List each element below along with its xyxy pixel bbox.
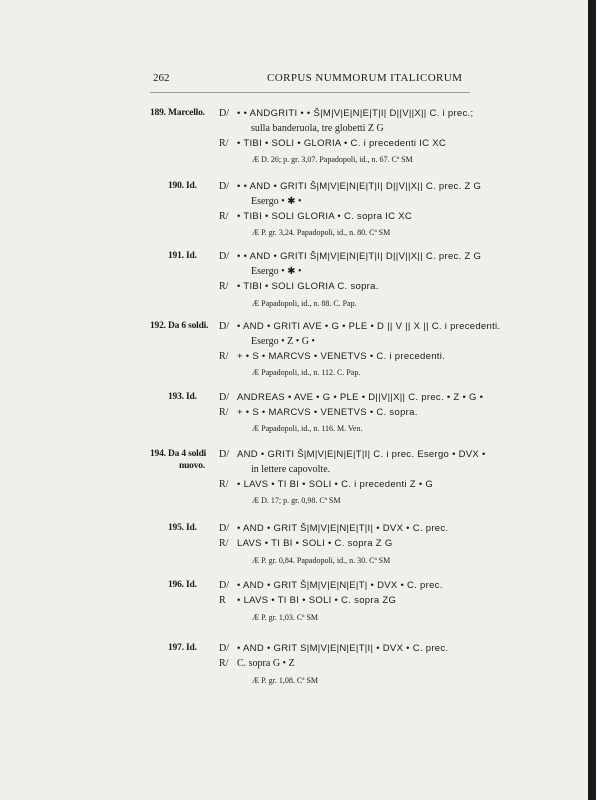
side-marker: D/ (219, 321, 229, 332)
entry-number-continued: nuovo. (179, 461, 205, 471)
legend-line: C. sopra G • Z (237, 658, 295, 669)
legend-line: Esergo • Z • G • (251, 336, 315, 347)
side-marker: D/ (219, 580, 229, 591)
page-number: 262 (153, 72, 170, 84)
side-marker: D/ (219, 181, 229, 192)
entry-number: 196. Id. (168, 580, 197, 590)
page-header (0, 72, 588, 88)
entry-number: 192. Da 6 soldi. (150, 321, 209, 331)
legend-line: • TIBI • SOLI GLORIA C. sopra. (237, 281, 379, 292)
entry-number: 189. Marcello. (150, 108, 205, 118)
legend-line: in lettere capovolte. (251, 464, 331, 475)
side-marker: R (219, 595, 226, 606)
entry-metadata: Æ D. 17; p. gr. 0,98. Cª SM (252, 496, 341, 505)
legend-line: • • AND • GRITI Š|M|V|E|N|E|T|I| D||V||X|| C. prec. Z G (237, 251, 482, 262)
legend-line: LAVS • TI BI • SOLI • C. sopra Z G (237, 538, 393, 549)
side-marker: R/ (219, 538, 229, 549)
side-marker: R/ (219, 658, 229, 669)
side-marker: R/ (219, 211, 229, 222)
entry-metadata: Æ Papadopoli, id., n. 88. C. Pap. (252, 299, 357, 308)
entry-number: 195. Id. (168, 523, 197, 533)
legend-line: • • AND • GRITI Š|M|V|E|N|E|T|I| D||V||X|| C. prec. Z G (237, 181, 482, 192)
legend-line: • • ANDGRITI • • Š|M|V|E|N|E|T|I| D||V||X|| C. i prec.; (237, 108, 474, 119)
legend-line: + • S • MARCVS • VENETVS • C. sopra. (237, 407, 418, 418)
legend-line: Esergo • ✱ • (251, 196, 302, 207)
legend-line: • AND • GRIT Š|M|V|E|N|E|T| • DVX • C. prec. (237, 580, 443, 591)
legend-line: ANDREAS • AVE • G • PLE • D||V||X|| C. prec. • Z • G • (237, 392, 484, 403)
legend-line: • TIBI • SOLI • GLORIA • C. i precedenti IC XC (237, 138, 447, 149)
entry-metadata: Æ P. gr. 1,08. Cª SM (252, 676, 319, 685)
side-marker: D/ (219, 523, 229, 534)
entry-metadata: Æ Papadopoli, id., n. 116. M. Ven. (252, 424, 363, 433)
entry-number: 194. Da 4 soldi (150, 449, 207, 459)
legend-line: • AND • GRITI AVE • G • PLE • D || V || X || C. i precedenti. (237, 321, 501, 332)
entry-metadata: Æ P. gr. 1,03. Cª SM (252, 613, 319, 622)
legend-line: Esergo • ✱ • (251, 266, 302, 277)
side-marker: R/ (219, 351, 229, 362)
entry-number: 197. Id. (168, 643, 197, 653)
side-marker: D/ (219, 108, 229, 119)
entry-metadata: Æ P. gr. 3,24. Papadopoli, id., n. 80. Cª SM (252, 228, 391, 237)
legend-line: sulla banderuola, tre globetti Z G (251, 123, 384, 134)
running-title: CORPUS NUMMORUM ITALICORUM (267, 72, 463, 84)
legend-line: • LAVS • TI BI • SOLI • C. i precedenti Z • G (237, 479, 434, 490)
side-marker: D/ (219, 643, 229, 654)
entry-number: 191. Id. (168, 251, 197, 261)
legend-line: • TIBI • SOLI GLORIA • C. sopra IC XC (237, 211, 413, 222)
side-marker: R/ (219, 281, 229, 292)
entry-number: 193. Id. (168, 392, 197, 402)
side-marker: D/ (219, 392, 229, 403)
side-marker: R/ (219, 407, 229, 418)
entry-metadata: Æ P. gr. 0,84. Papadopoli, id., n. 30. Cª SM (252, 556, 391, 565)
header-rule (150, 92, 470, 93)
legend-line: AND • GRITI Š|M|V|E|N|E|T|I| C. i prec. Esergo • DVX • (237, 449, 486, 460)
entry-metadata: Æ Papadopoli, id., n. 112. C. Pap. (252, 368, 361, 377)
legend-line: + • S • MARCVS • VENETVS • C. i precedenti. (237, 351, 446, 362)
entry-metadata: Æ D. 26; p. gr. 3,07. Papadopoli, id., n. 67. Cª SM (252, 155, 413, 164)
side-marker: D/ (219, 449, 229, 460)
side-marker: D/ (219, 251, 229, 262)
legend-line: • LAVS • TI BI • SOLI • C. sopra ZG (237, 595, 397, 606)
legend-line: • AND • GRIT S|M|V|E|N|E|T|I| • DVX • C. prec. (237, 643, 449, 654)
legend-line: • AND • GRIT Š|M|V|E|N|E|T|I| • DVX • C. prec. (237, 523, 449, 534)
side-marker: R/ (219, 138, 229, 149)
entry-number: 190. Id. (168, 181, 197, 191)
side-marker: R/ (219, 479, 229, 490)
